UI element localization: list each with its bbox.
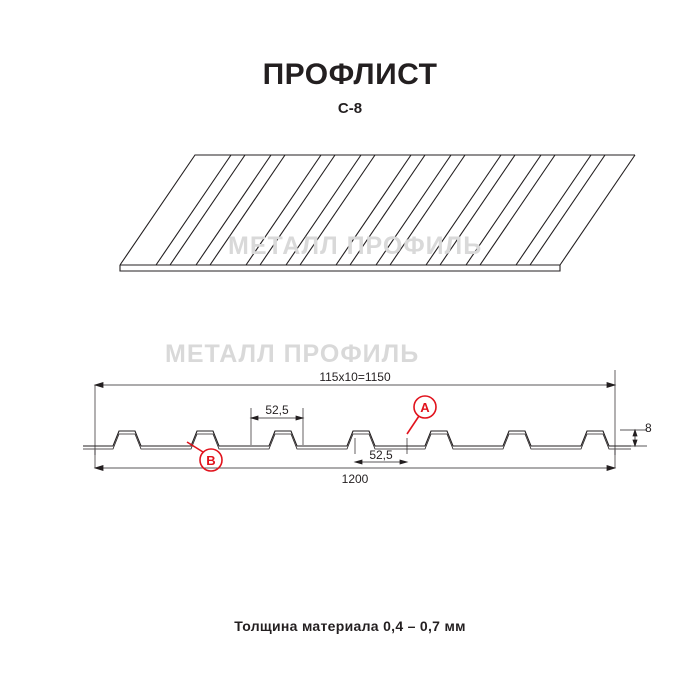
profile-cross-section-outline bbox=[83, 431, 631, 449]
dim-label-working-width: 115х10=1150 bbox=[319, 370, 391, 384]
cross-section-svg bbox=[55, 350, 655, 490]
dim-label-pitch-top: 52,5 bbox=[265, 403, 289, 417]
page-title: ПРОФЛИСТ bbox=[262, 58, 438, 91]
dim-line-total-width bbox=[95, 466, 615, 471]
callout-a-label: A bbox=[420, 400, 430, 415]
watermark-1: МЕТАЛЛ ПРОФИЛЬ bbox=[228, 232, 483, 260]
dim-label-total-width: 1200 bbox=[341, 472, 369, 486]
dim-line-height bbox=[633, 430, 637, 446]
isometric-sheet-svg bbox=[60, 140, 640, 310]
callout-a bbox=[407, 396, 436, 434]
dim-label-pitch-bottom: 52,5 bbox=[369, 448, 393, 462]
callout-b-label: B bbox=[206, 453, 216, 468]
isometric-sheet-illustration bbox=[60, 140, 640, 310]
model-subtitle: С-8 bbox=[337, 100, 363, 117]
watermark-2: МЕТАЛЛ ПРОФИЛЬ bbox=[165, 340, 420, 368]
cross-section-dimension-drawing bbox=[55, 350, 655, 490]
material-thickness-note: Толщина материала 0,4 – 0,7 мм bbox=[234, 618, 466, 634]
dim-label-height: 8 bbox=[645, 421, 652, 435]
